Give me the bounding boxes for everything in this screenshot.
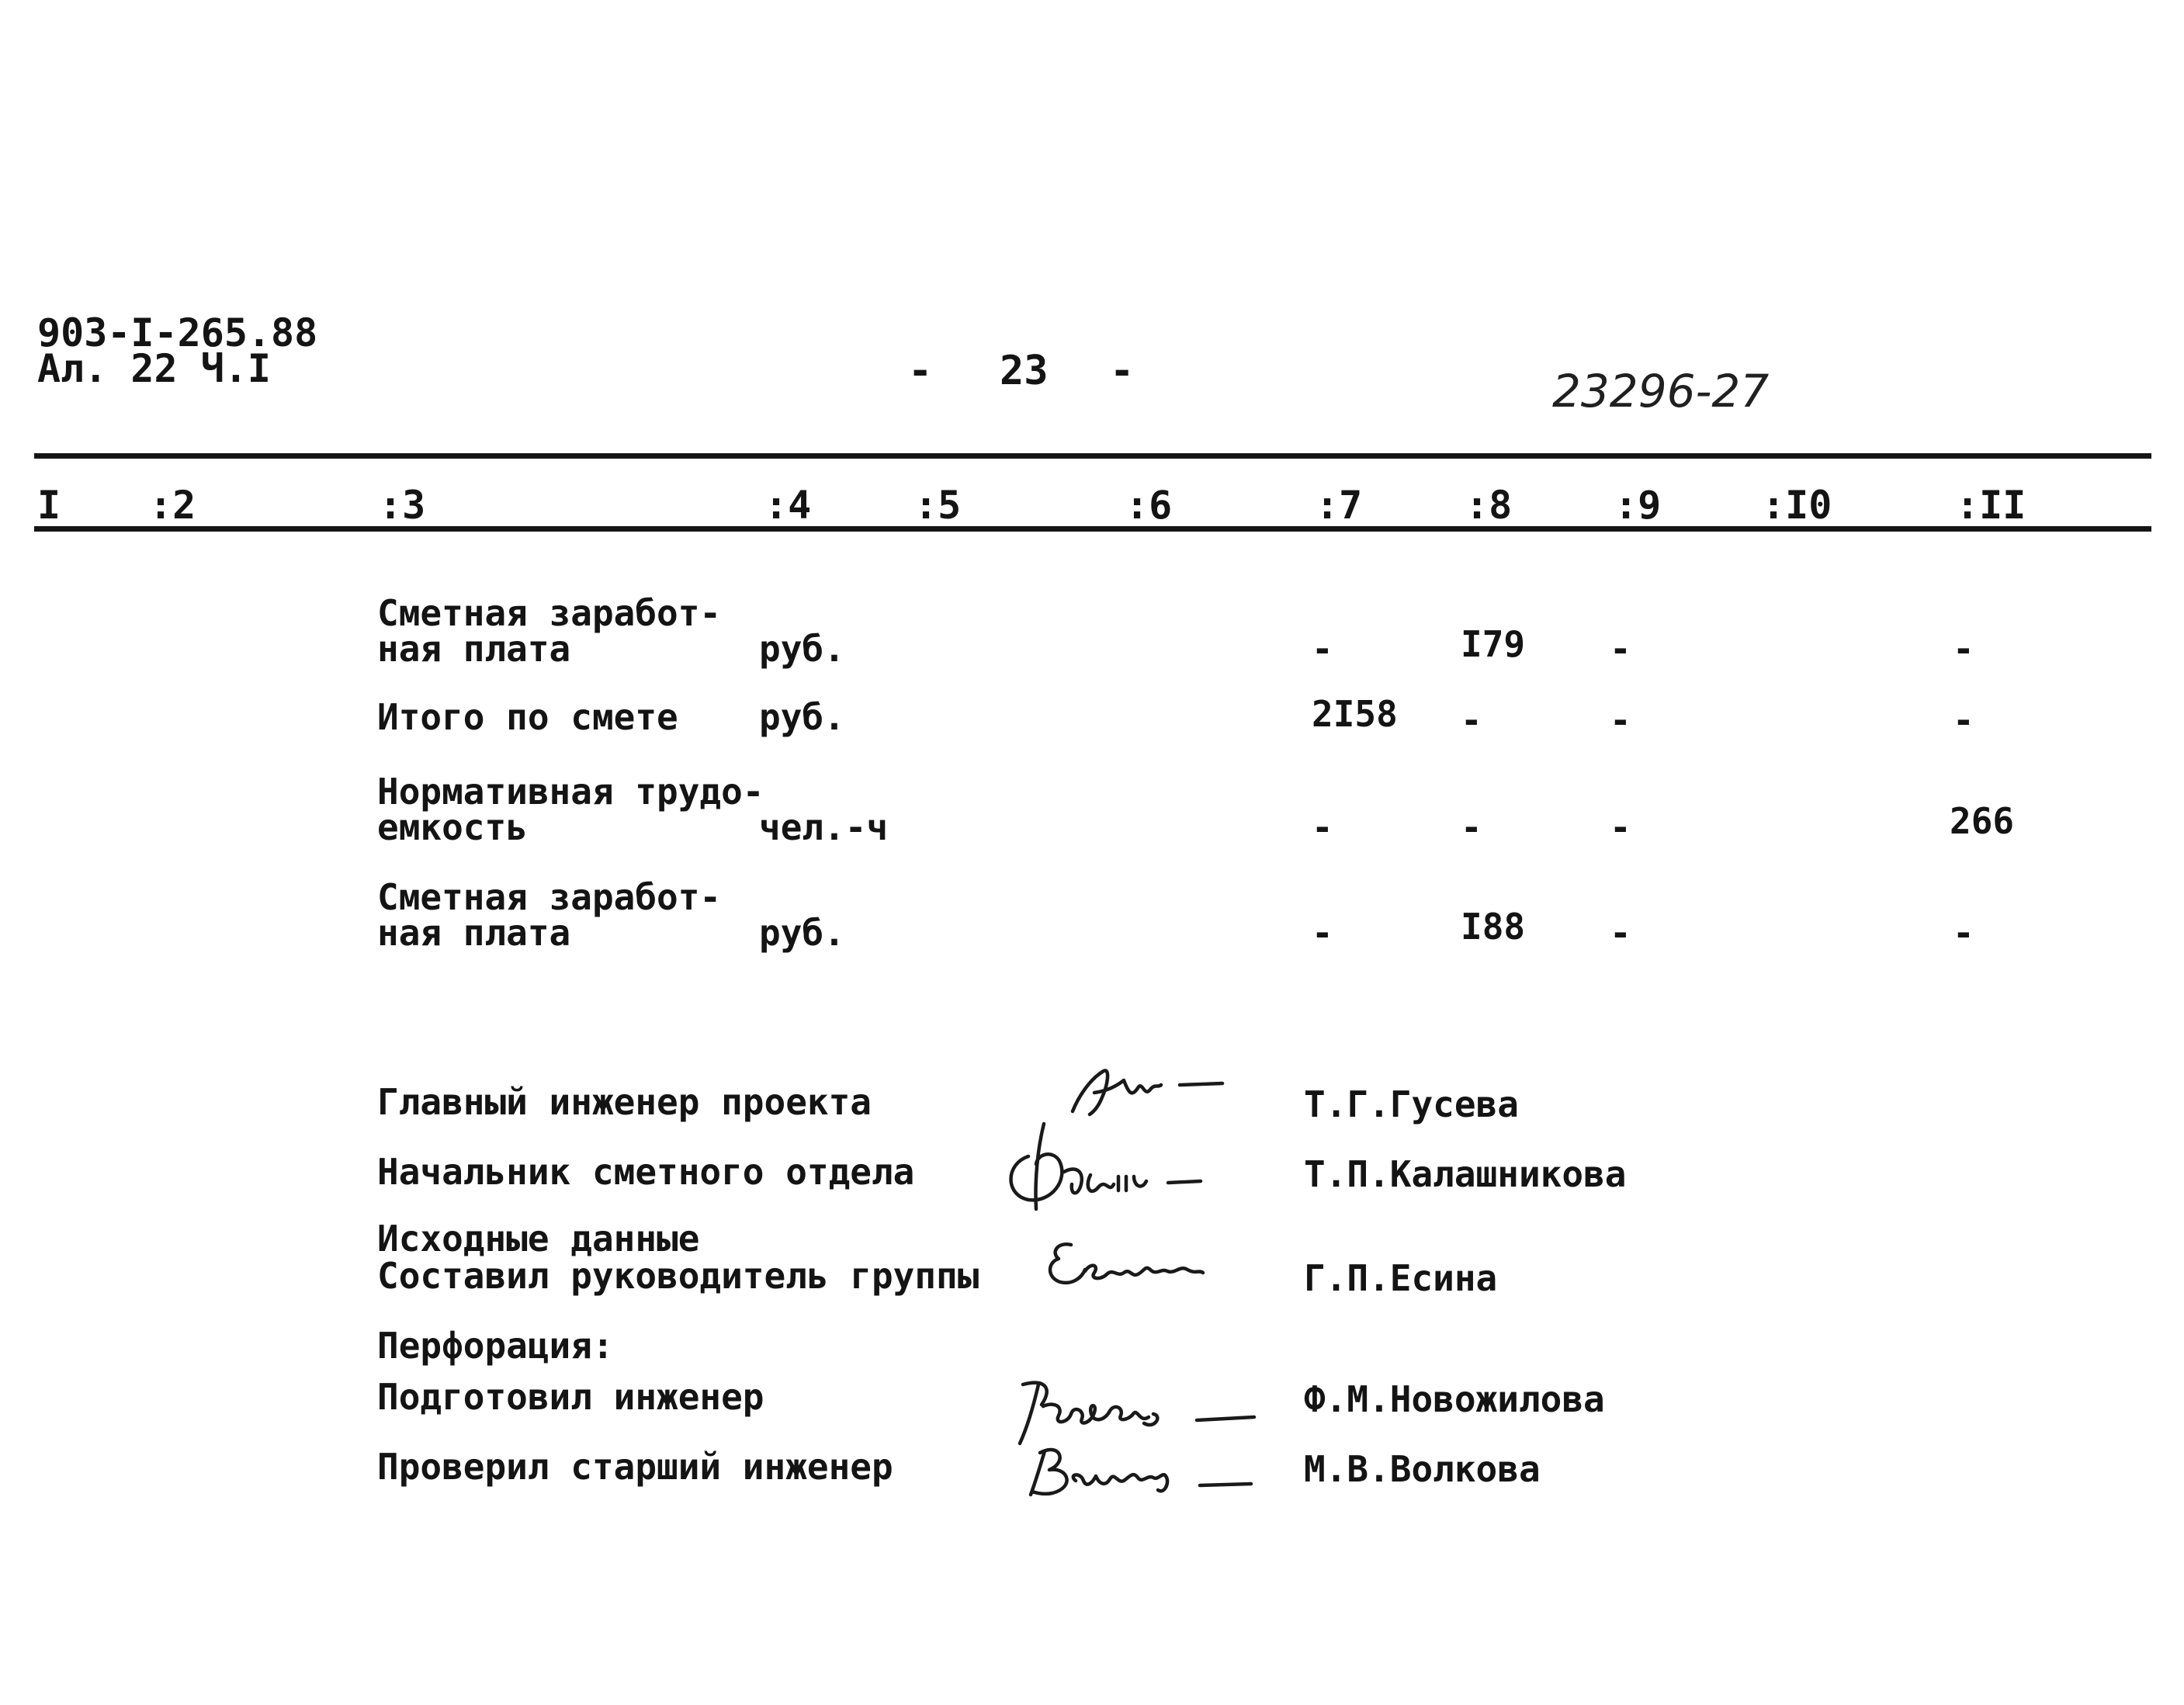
column-header: :8 [1465,483,1513,528]
signer-name: Г.П.Есина [1304,1257,1498,1299]
perforation-label: Перфорация: [377,1325,614,1367]
row-name-line2: ная плата [377,912,571,954]
column-header: :2 [149,483,196,528]
column-header: :7 [1316,483,1363,528]
column-header: :3 [379,483,426,528]
row-col8-value: - [1461,699,1482,741]
column-header: :4 [764,483,812,528]
table-header-bottom-rule [34,526,2151,532]
row-name-line1: Сметная заработ- [377,876,722,918]
row-unit: руб. [759,628,845,670]
row-unit: руб. [759,696,845,738]
column-header: :5 [914,483,962,528]
signer-name: М.В.Волкова [1304,1448,1541,1490]
signer-role: Проверил старший инженер [377,1446,893,1488]
row-col9-value: - [1610,628,1631,670]
signer-role-line2: Составил руководитель группы [377,1255,979,1297]
row-col11-value: - [1953,628,1974,670]
table-top-rule [34,453,2151,459]
row-col7-value: - [1312,628,1333,670]
archive-number: 23296-27 [1552,365,1770,418]
page-number: 23 [1000,348,1049,394]
signature-mark [1040,1234,1242,1296]
row-col8-value: I88 [1461,906,1526,948]
column-header: :I0 [1762,483,1832,528]
row-unit: руб. [759,912,845,954]
signer-role: Главный инженер проекта [377,1081,872,1123]
row-name-line1: Сметная заработ- [377,592,722,634]
row-col11-value: - [1953,699,1974,741]
row-col9-value: - [1610,912,1631,954]
row-name-line2: емкость [377,806,528,848]
album-sheet-label: Ал. 22 Ч.I [37,346,272,391]
signer-name: Т.П.Калашникова [1304,1153,1627,1195]
signer-role-line1: Исходные данные [377,1218,700,1260]
page-number-dash-left: - [908,348,933,394]
signature-mark [997,1110,1230,1218]
row-col7-value: - [1312,912,1333,954]
column-header: :6 [1125,483,1173,528]
signer-role: Начальник сметного отдела [377,1151,915,1193]
row-col9-value: - [1610,699,1631,741]
signer-name: Т.Г.Гусева [1304,1083,1519,1125]
row-col11-value: 266 [1950,800,2015,842]
row-unit: чел.-ч [759,806,889,848]
signer-name: Ф.М.Новожилова [1304,1378,1605,1420]
column-header: I [37,483,61,528]
row-name-line1: Итого по смете [377,696,678,738]
row-col7-value: 2I58 [1312,693,1398,735]
row-col7-value: - [1312,806,1333,848]
document-code: 903-I-265.88 [37,310,318,355]
row-col9-value: - [1610,806,1631,848]
page-number-dash-right: - [1110,348,1135,394]
row-name-line1: Нормативная трудо- [377,771,764,813]
row-name-line2: ная плата [377,628,571,670]
row-col8-value: I79 [1461,623,1526,665]
row-col8-value: - [1461,806,1482,848]
signature-mark [1021,1436,1277,1506]
row-col11-value: - [1953,912,1974,954]
column-header: :II [1956,483,2026,528]
signer-role: Подготовил инженер [377,1376,764,1418]
column-header: :9 [1614,483,1662,528]
